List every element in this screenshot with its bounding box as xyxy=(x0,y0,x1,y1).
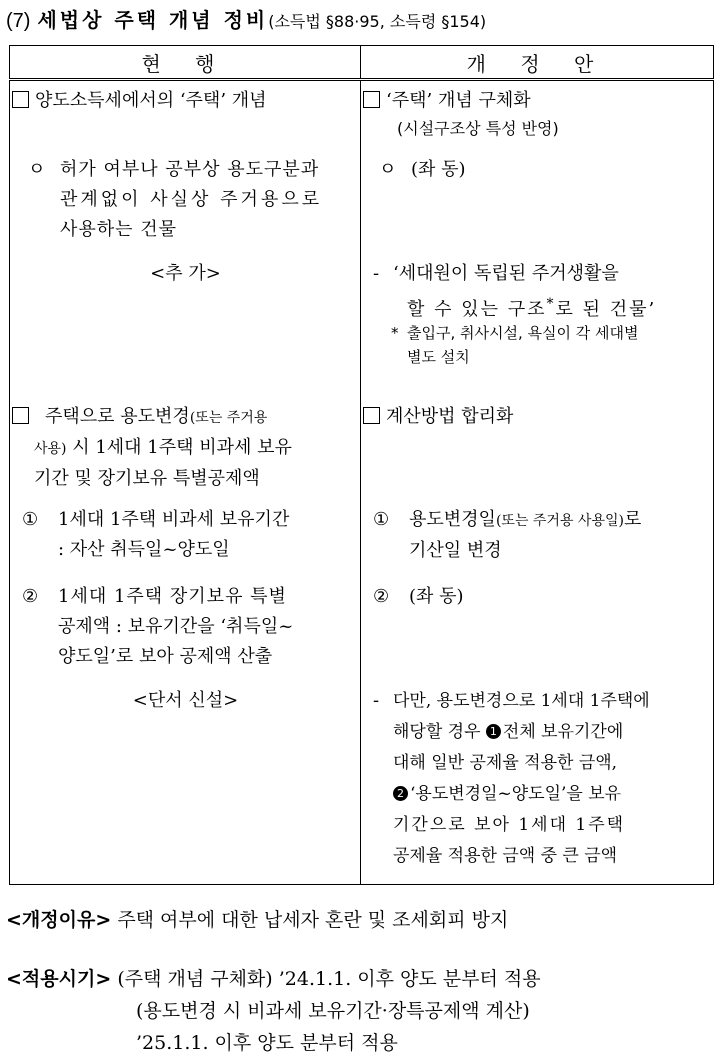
revision-reason-label: <개정이유> xyxy=(6,909,112,931)
checkbox-square-icon xyxy=(363,91,380,108)
effective-date-line2: (용도변경 시 비과세 보유기간·장특공제액 계산) xyxy=(136,1000,530,1022)
revised-s1-subheading: (시설구조상 특성 반영) xyxy=(397,119,559,138)
revised-s2-item1-marker: ① xyxy=(373,509,390,530)
revised-s1-item-marker: ㅇ xyxy=(379,159,397,180)
revised-s1-heading: ‘주택’ 개념 구체화 xyxy=(363,86,531,116)
section-heading: 세법상 주택 개념 정비 xyxy=(37,8,269,32)
effective-date-label: <적용시기> xyxy=(6,968,112,990)
circled-number-1-icon: 1 xyxy=(486,724,501,739)
revised-s1-item: (좌 동) xyxy=(411,159,466,180)
revised-s2-dash: - xyxy=(373,690,380,711)
revised-s1-footnote-mark: * xyxy=(391,324,399,342)
comparison-table xyxy=(9,45,714,885)
revision-reason xyxy=(6,905,508,932)
effective-date xyxy=(6,963,541,1059)
current-s2-heading: 주택으로 용도변경(또는 주거용 사용) 시 1세대 1주택 비과세 보유 기간 및 장기보유 특별공제액 xyxy=(12,402,357,494)
circled-number-2-icon: 2 xyxy=(393,786,408,801)
revised-s1-dash: - xyxy=(373,263,380,284)
current-column xyxy=(10,80,361,885)
effective-date-line3: ’25.1.1. 이후 양도 분부터 적용 xyxy=(136,1032,398,1054)
revised-s1-footnote: 출입구, 취사시설, 욕실이 각 세대별 별도 설치 xyxy=(407,324,639,366)
current-s1-heading: 양도소득세에서의 ‘주택’ 개념 xyxy=(12,86,267,116)
revised-s2-heading: 계산방법 합리화 xyxy=(363,402,513,432)
revision-reason-text: 주택 여부에 대한 납세자 혼란 및 조세회피 방지 xyxy=(117,909,509,931)
current-s2-item2: 1세대 1주택 장기보유 특별 공제액 : 보유기간을 ‘취득일~ 양도일’로 보아 공제액 산출 xyxy=(58,586,294,667)
revised-s2-item2: (좌 동) xyxy=(409,586,464,607)
checkbox-square-icon xyxy=(12,407,29,424)
law-reference: (소득법 §88·95, 소득령 §154) xyxy=(268,12,487,31)
revised-s2-proviso: 다만, 용도변경으로 1세대 1주택에 해당할 경우 1 전체 보유기간에 대해 일반 공제율 적용한 금액, 2 ‘용도변경일~양도일’을 보유 기간으로 보아 1세대 1주택 공제율 적용한 금액 중 큰 금액 xyxy=(393,691,650,866)
section-title xyxy=(6,4,486,33)
current-s1-item: 허가 여부나 공부상 용도구분과 관계없이 사실상 주거용으로 사용하는 건물 xyxy=(60,159,323,240)
current-s2-item1: 1세대 1주택 비과세 보유기간 : 자산 취득일~양도일 xyxy=(58,509,290,560)
effective-date-line1: (주택 개념 구체화) ’24.1.1. 이후 양도 분부터 적용 xyxy=(117,968,541,990)
column-header-revised: 개 정 안 xyxy=(361,46,714,80)
revised-column xyxy=(361,80,714,885)
current-s1-add-note: <추 가> xyxy=(150,263,221,284)
current-s2-item1-marker: ① xyxy=(22,509,39,530)
current-s2-new-proviso: <단서 신설> xyxy=(132,690,239,711)
checkbox-square-icon xyxy=(12,91,29,108)
current-s1-item-marker: ㅇ xyxy=(28,159,46,180)
revised-s2-item1: 용도변경일(또는 주거용 사용일)로 기산일 변경 xyxy=(409,509,642,561)
section-number: (7) xyxy=(6,10,31,32)
revised-s2-item2-marker: ② xyxy=(373,586,390,607)
column-header-current: 현 행 xyxy=(10,46,361,80)
current-s2-item2-marker: ② xyxy=(22,586,39,607)
revised-s1-definition: ‘세대원이 독립된 주거생활을 할 수 있는 구조*로 된 건물’ xyxy=(393,263,657,320)
checkbox-square-icon xyxy=(363,407,380,424)
